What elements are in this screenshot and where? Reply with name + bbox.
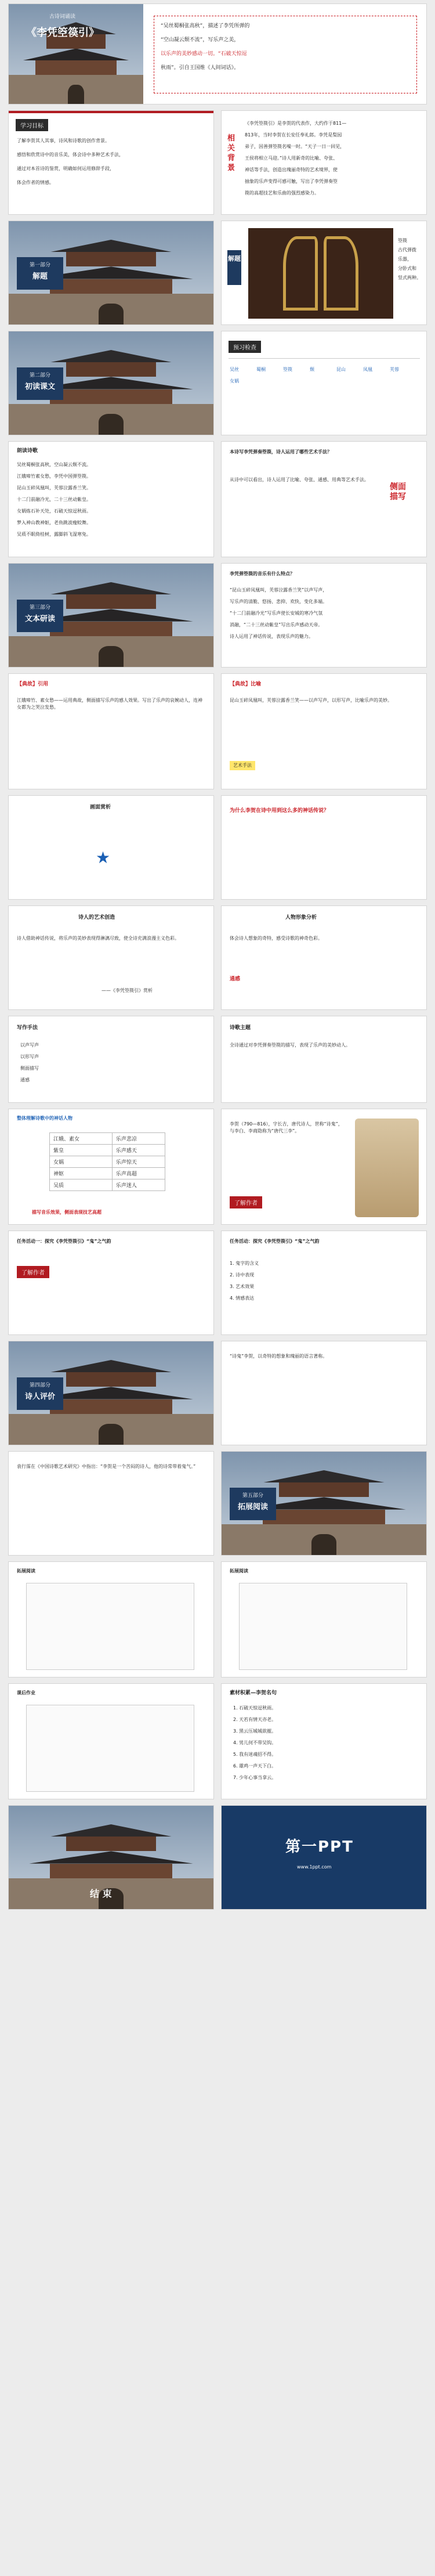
bg-line-2: 813年，当时李贺在长安任奉礼郎。李凭是梨园 <box>245 132 342 138</box>
slide-techniques <box>221 441 427 557</box>
slide-theme <box>221 1016 427 1103</box>
slide-homework <box>8 1683 214 1799</box>
author-intro: 李贺（790—816），字长吉，唐代诗人，世称“诗鬼”，与李白、李商隐称为“唐代三李”。 <box>230 1121 343 1134</box>
harp-text-3: 乐器， <box>398 257 412 262</box>
bg-line-1: 《李凭箜篌引》是李贺的代表作，大约作于811— <box>245 121 347 126</box>
character-quote: 体会诗人想象的奇特，感受诗歌的神奇色彩。 <box>230 936 322 941</box>
quote-3: 3. 黑云压城城欲摧。 <box>233 1729 277 1734</box>
slide-portrait-1 <box>221 1109 427 1225</box>
bg-line-3: 弟子，因善弹箜篌名噪一时。“天子一日一回见， <box>245 144 345 149</box>
poem-line-1: “吴丝蜀桐张高秋”，描述了李凭所弹的 <box>161 23 250 29</box>
bg-line-7: 篌的高超技艺和乐曲的强烈感染力。 <box>245 190 319 196</box>
metaphor-title: 【典故】比喻 <box>230 681 262 687</box>
writing-bullet-3: 侧面描写 <box>20 1066 39 1071</box>
myth-table <box>49 1132 165 1191</box>
goals-heading: 学习目标 <box>16 119 48 131</box>
slide-end <box>8 1805 214 1910</box>
reading-left-title: 拓展阅读 <box>17 1568 35 1574</box>
harp-text-2: 古代弹拨 <box>398 247 416 252</box>
bg-line-6: 抽象的乐声变得可感可触，写出了李凭弹奏箜 <box>245 179 338 184</box>
allusion-text: 江娥啼竹、素女愁——运用典故，侧面描写乐声的感人效果。写出了乐声的哀婉动人，连神女都为之哭泣发愁。 <box>17 698 202 710</box>
quote-1: 1. 石破天惊逗秋雨。 <box>233 1705 277 1711</box>
slide-reading <box>8 441 214 557</box>
poem-2: 江娥啼竹素女愁，李凭中国弹箜篌。 <box>17 474 91 479</box>
task2-heading: 任务活动：探究《李凭箜篌引》“鬼”之气韵 <box>230 1239 320 1244</box>
myth-table-note: 描写音乐效果，侧面表现技艺高超 <box>32 1210 102 1215</box>
table-row: 女娲 乐声惊天 <box>50 1156 165 1168</box>
end-label: 结 束 <box>90 1888 112 1899</box>
music-question: 李凭弹箜篌的音乐有什么特点？ <box>230 571 295 576</box>
preview-item-6: 凤凰 <box>363 367 372 372</box>
writing-bullet-4: 通感 <box>20 1077 30 1083</box>
preview-item-1: 吴丝 <box>230 367 239 372</box>
part1-title: 解题 <box>32 272 48 281</box>
harp-text-4: 分卧式和 <box>398 266 416 271</box>
writing-bullet-1: 以声写声 <box>20 1042 39 1048</box>
writing-title: 写作手法 <box>17 1025 38 1031</box>
brand-site[interactable]: www.1ppt.com <box>297 1864 332 1870</box>
part3-title: 文本研读 <box>24 614 55 623</box>
poem-1: 吴丝蜀桐张高秋，空山凝云颓不流。 <box>17 462 91 467</box>
slide-task-1 <box>8 1231 214 1335</box>
slide-part2 <box>8 331 214 435</box>
goal-1: 了解李贺其人其事，诗风和诗歌的创作背景。 <box>17 138 110 143</box>
slide-reading-left <box>8 1561 214 1677</box>
slide-imagery <box>8 795 214 900</box>
slide-part1 <box>8 221 214 325</box>
metaphor-text: 昆山玉碎凤凰叫，芙蓉泣露香兰笑——以声写声，以形写声，比喻乐声的美妙。 <box>230 698 392 703</box>
quote-2: 2. 天若有情天亦老。 <box>233 1717 277 1722</box>
page-title: 《李凭箜篌引》 <box>26 27 99 39</box>
poet-portrait <box>355 1119 419 1217</box>
myth-question: 为什么李贺在诗中用到这么多的神话传说？ <box>230 808 329 814</box>
quote-7: 7. 少年心事当拿云。 <box>233 1775 277 1780</box>
task2-point-1: 1. 鬼字的含义 <box>230 1261 259 1266</box>
preview-item-2: 蜀桐 <box>256 367 266 372</box>
quote-6: 6. 雄鸡一声天下白。 <box>233 1763 277 1769</box>
slide-myth-table <box>8 1109 214 1225</box>
part5-box: 第五部分 拓展阅读 <box>230 1488 276 1520</box>
table-row: 紫皇 乐声感天 <box>50 1145 165 1156</box>
task2-point-3: 3. 艺术效果 <box>230 1284 255 1289</box>
character-title: 人物形象分析 <box>285 915 317 921</box>
evaluation-quote: “诗鬼”李贺，以奇特的想象和瑰丽的语言著称。 <box>230 1354 328 1359</box>
slide-part4 <box>8 1341 214 1445</box>
slide-allusion <box>8 673 214 789</box>
theme-title: 诗歌主题 <box>230 1025 251 1031</box>
poem-line-3: 以乐声的美妙感动一切。“石破天惊逗 <box>161 51 247 57</box>
background-label: 相关背景 <box>227 134 235 172</box>
part4-title: 诗人评价 <box>24 1392 55 1401</box>
task1-heading: 任务活动一：探究《李凭箜篌引》“鬼”之气韵 <box>17 1239 111 1244</box>
table-row: 江娥、素女 乐声悲凉 <box>50 1133 165 1145</box>
creation-footer: ——《李凭箜篌引》赏析 <box>102 988 153 993</box>
quote-5: 5. 我有迷魂招不得。 <box>233 1752 277 1757</box>
creation-title: 诗人的艺术创造 <box>78 915 115 921</box>
author-title: 了解作者 <box>230 1196 262 1208</box>
quotes-title: 素材积累—李贺名句 <box>230 1690 277 1696</box>
poem-6: 梦入神山教神妪，老鱼跳波瘦蛟舞。 <box>17 520 91 525</box>
poem-5: 女娲炼石补天处，石破天惊逗秋雨。 <box>17 508 91 514</box>
extended-quote: 袁行霈在《中国诗歌艺术研究》中指出：“李贺是一个苦闷的诗人，他的诗常带着鬼气。” <box>17 1464 196 1469</box>
poem-7: 吴质不眠倚桂树，露脚斜飞湿寒兔。 <box>17 532 91 537</box>
music-line-2: 写乐声的清脆、悠扬、悲抑、欢快，变化多端。 <box>230 599 327 604</box>
side-description-label: 侧面描写 <box>390 482 406 502</box>
slide-writing <box>8 1016 214 1103</box>
bell-tower-image <box>9 4 143 104</box>
slide-background <box>221 110 427 215</box>
series-label: 古诗词诵读 <box>49 14 76 20</box>
slide-part3 <box>8 563 214 668</box>
slide-extended-quote <box>8 1451 214 1556</box>
slide-task-2 <box>221 1231 427 1335</box>
writing-bullet-2: 以形写声 <box>20 1054 39 1059</box>
task2-point-4: 4. 情感表达 <box>230 1296 255 1301</box>
star-icon: ★ <box>96 848 111 867</box>
slide-part5 <box>221 1451 427 1556</box>
part4-box: 第四部分 诗人评价 <box>17 1377 63 1410</box>
document-page-2 <box>239 1583 407 1670</box>
poem-line-2: “空山凝云颓不流”，写乐声之美， <box>161 37 240 43</box>
preview-item-4: 颓 <box>310 367 314 372</box>
character-keyword: 通感 <box>230 976 241 982</box>
table-row: 神妪 乐声高超 <box>50 1168 165 1179</box>
music-line-5: 诗人运用了神话传说，表现乐声的魅力。 <box>230 634 313 639</box>
slide-reading-right <box>221 1561 427 1677</box>
poem-4: 十二门前融冷光，二十三丝动紫皇。 <box>17 497 91 502</box>
poem-3: 昆山玉碎凤凰叫，芙蓉泣露香兰笑。 <box>17 485 91 490</box>
part5-title: 拓展阅读 <box>237 1502 268 1511</box>
quote-4: 4. 男儿何不带吴钩。 <box>233 1740 277 1745</box>
reading-right-title: 拓展阅读 <box>230 1568 248 1574</box>
theme-text: 全诗通过对李凭弹奏箜篌的描写，表现了乐声的美妙动人。 <box>230 1042 350 1048</box>
creation-answer: 诗人借助神话传说，将乐声的美妙表现得淋漓尽致，使全诗充满浪漫主义色彩。 <box>17 936 179 941</box>
document-page <box>26 1583 194 1670</box>
task1-author-tag: 了解作者 <box>17 1266 49 1278</box>
brand-logo: 第一PPT <box>285 1838 354 1856</box>
goal-4: 体会作者的情感。 <box>17 180 54 185</box>
part3-box: 第三部分 文本研读 <box>17 600 63 632</box>
slide-quotes <box>221 1683 427 1799</box>
goal-2: 感悟和欣赏诗中的音乐美，体会诗中多种艺术手法， <box>17 152 124 157</box>
technique-question: 本诗写李凭弹奏箜篌，诗人运用了哪些艺术手法？ <box>230 449 332 454</box>
slide-myth-question <box>221 795 427 900</box>
slide-preview <box>221 331 427 435</box>
slide-harp <box>221 221 427 325</box>
myth-table-heading: 整体理解诗歌中的神话人物 <box>17 1116 72 1121</box>
technique-tag: 艺术手法 <box>230 761 255 770</box>
part2-box: 第二部分 初读课文 <box>17 367 63 400</box>
harp-text-1: 箜篌 <box>398 238 407 243</box>
technique-answer: 从诗中可以看出，诗人运用了比喻、夸张、通感、用典等艺术手法。 <box>230 477 369 482</box>
harp-image <box>248 228 393 319</box>
harp-text-5: 竖式两种。 <box>398 275 421 280</box>
slide-music-features <box>221 563 427 668</box>
preview-heading: 预习检查 <box>229 341 261 353</box>
harp-label: 解题 <box>227 250 241 285</box>
poem-line-4: 秋雨”。引自王国维《人间词话》。 <box>161 65 240 71</box>
task2-point-2: 2. 诗中表现 <box>230 1272 255 1278</box>
allusion-title: 【典故】引用 <box>17 681 49 687</box>
homework-heading: 课后作业 <box>17 1690 35 1695</box>
part1-box: 第一部分 解题 <box>17 257 63 290</box>
goal-3: 通过对本首诗的鉴赏，明确如何运用修辞手段， <box>17 166 114 171</box>
bg-line-5: 神话等手法，创造出瑰丽奇特的艺术境界，使 <box>245 167 338 172</box>
preview-item-7: 芙蓉 <box>390 367 399 372</box>
music-line-1: “昆山玉碎凤凰叫，芙蓉泣露香兰笑”以声写声， <box>230 587 328 593</box>
slide-creation <box>8 905 214 1010</box>
imagery-title: 画面赏析 <box>90 804 111 810</box>
reading-heading: 朗读诗歌 <box>17 448 38 454</box>
homework-page <box>26 1705 194 1792</box>
slide-goals <box>8 110 214 215</box>
table-row: 吴质 乐声迷人 <box>50 1179 165 1191</box>
slide-title <box>8 3 427 104</box>
slide-evaluation <box>221 1341 427 1445</box>
part2-title: 初读课文 <box>24 382 55 391</box>
music-line-4: 消融，“二十三丝动紫皇”写出乐声感动天帝。 <box>230 622 323 627</box>
preview-item-5: 昆山 <box>336 367 346 372</box>
slide-character <box>221 905 427 1010</box>
music-line-3: “十二门前融冷光”写乐声使长安城的寒冷气氛 <box>230 611 323 616</box>
preview-item-3: 箜篌 <box>283 367 292 372</box>
slide-brand <box>221 1805 427 1910</box>
bg-line-4: 王侯将相立马迎。”诗人用新奇的比喻、夸张、 <box>245 156 338 161</box>
preview-item-8: 女娲 <box>230 378 239 384</box>
slide-metaphor <box>221 673 427 789</box>
